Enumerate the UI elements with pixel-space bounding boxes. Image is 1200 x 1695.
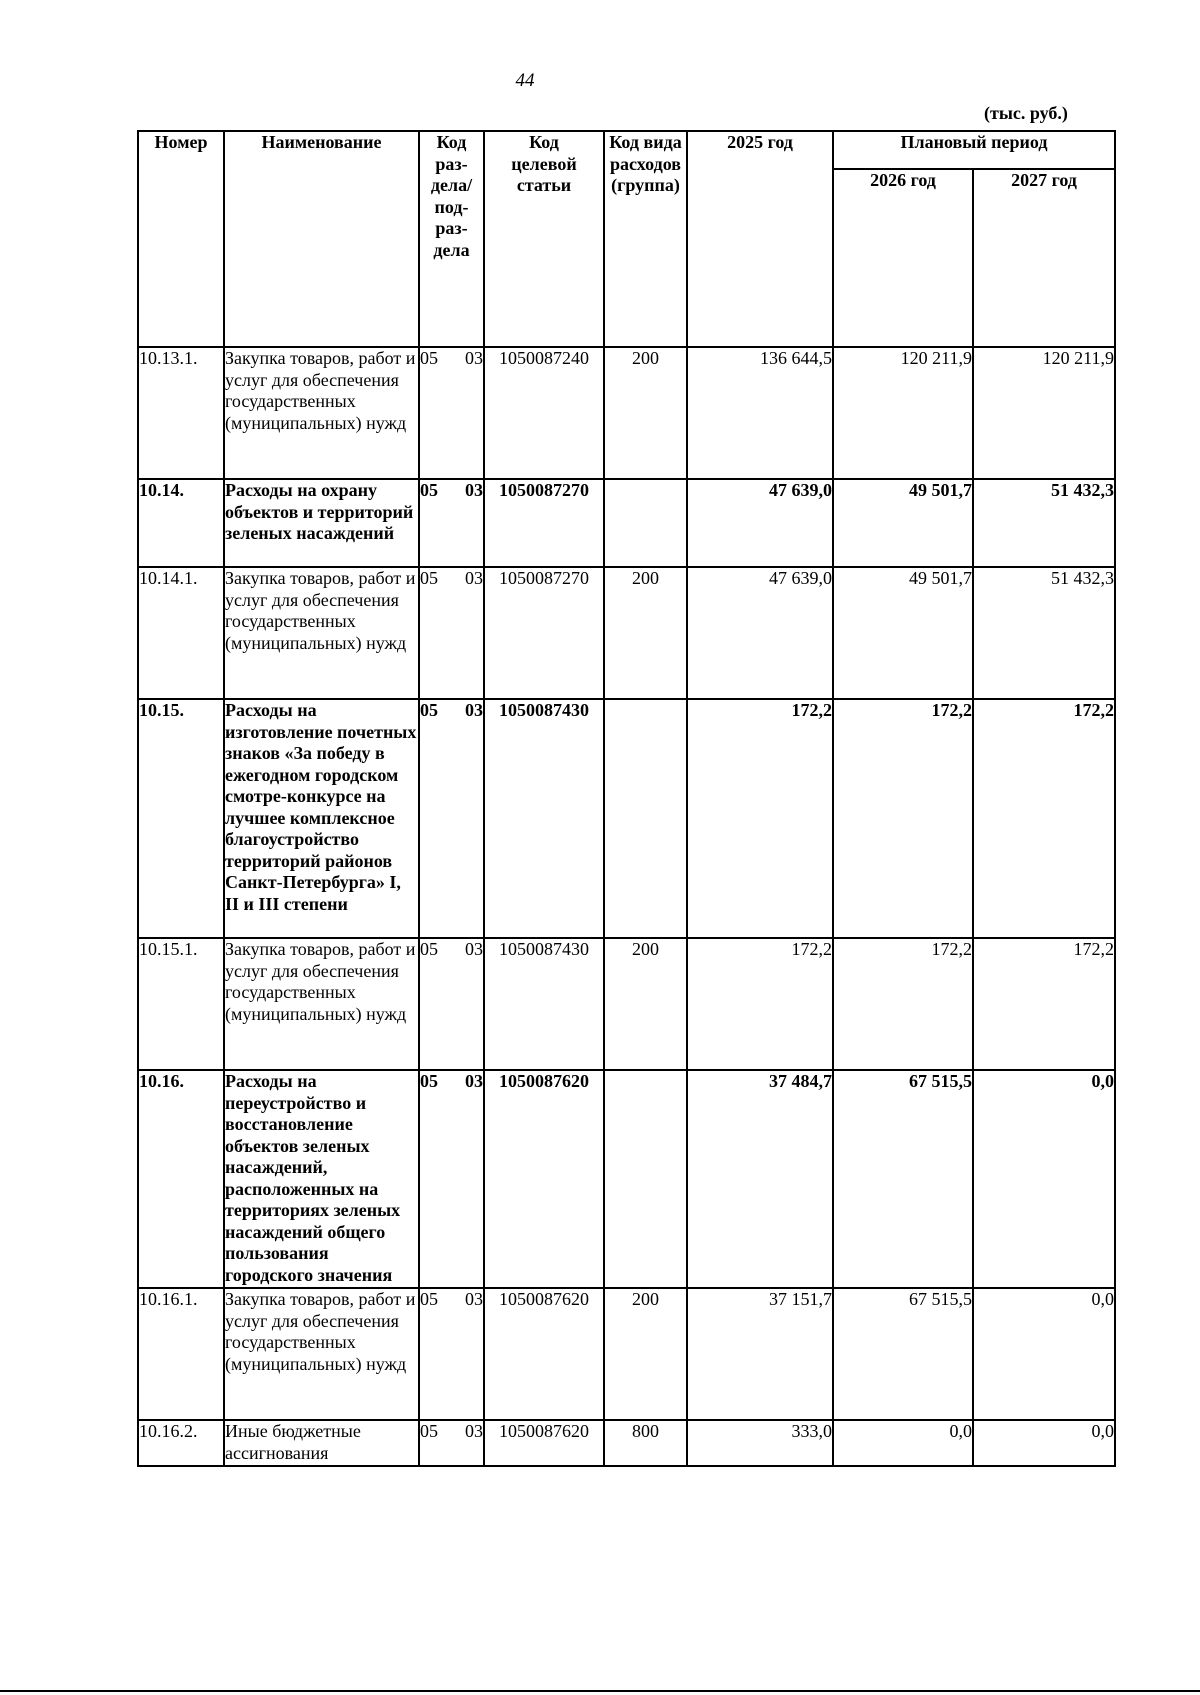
row-amount-2026: 172,2 xyxy=(833,938,973,1070)
row-target-code: 1050087620 xyxy=(484,1070,604,1288)
row-expense-group: 200 xyxy=(604,938,687,1070)
header-target-code-line: целевой xyxy=(511,153,577,174)
row-number: 10.15. xyxy=(138,699,224,938)
row-section: 05 xyxy=(420,700,438,720)
row-expense-group xyxy=(604,1070,687,1288)
row-expense-group: 200 xyxy=(604,1288,687,1420)
row-amount-2027: 172,2 xyxy=(973,938,1115,1070)
page-number: 44 xyxy=(515,70,535,91)
table-row xyxy=(138,1420,1115,1466)
row-amount-2025: 47 639,0 xyxy=(687,479,833,567)
header-year-2026: 2026 год xyxy=(833,169,973,347)
row-target-code: 1050087430 xyxy=(484,699,604,938)
header-expense-type-line: Код вида xyxy=(609,132,682,152)
header-target-code xyxy=(484,131,604,347)
row-amount-2026: 49 501,7 xyxy=(833,479,973,567)
table-row xyxy=(138,699,1115,938)
row-expense-group: 200 xyxy=(604,567,687,699)
row-subsection: 03 xyxy=(465,1289,483,1309)
budget-table xyxy=(137,130,1116,1467)
row-amount-2025: 136 644,5 xyxy=(687,347,833,479)
row-number: 10.16.2. xyxy=(138,1420,224,1466)
row-target-code: 1050087240 xyxy=(484,347,604,479)
row-amount-2027: 0,0 xyxy=(973,1420,1115,1466)
row-name: Иные бюджетные ассигнования xyxy=(224,1420,419,1466)
row-target-code: 1050087270 xyxy=(484,479,604,567)
row-amount-2027: 0,0 xyxy=(973,1288,1115,1420)
row-section: 05 xyxy=(420,1071,438,1091)
row-number: 10.14. xyxy=(138,479,224,567)
header-planning-period: Плановый период xyxy=(833,131,1115,169)
row-section-code xyxy=(419,1288,484,1420)
row-target-code: 1050087430 xyxy=(484,938,604,1070)
row-amount-2025: 172,2 xyxy=(687,938,833,1070)
row-subsection: 03 xyxy=(465,700,483,720)
header-expense-type-line: расходов xyxy=(610,153,681,174)
row-name: Закупка товаров, работ и услуг для обеспечения государственных (муниципальных) нужд xyxy=(224,347,419,479)
table-row xyxy=(138,1288,1115,1420)
row-amount-2026: 49 501,7 xyxy=(833,567,973,699)
row-amount-2027: 172,2 xyxy=(973,699,1115,938)
row-expense-group xyxy=(604,699,687,938)
header-section-code-line: под- xyxy=(434,196,469,217)
header-year-2025: 2025 год xyxy=(687,131,833,347)
row-section-code xyxy=(419,1420,484,1466)
row-amount-2026: 67 515,5 xyxy=(833,1288,973,1420)
row-name: Закупка товаров, работ и услуг для обеспечения государственных (муниципальных) нужд xyxy=(224,938,419,1070)
header-section-code-line: дела xyxy=(433,239,470,260)
row-name: Расходы на охрану объектов и территорий зеленых насаждений xyxy=(224,479,419,567)
row-number: 10.13.1. xyxy=(138,347,224,479)
row-expense-group xyxy=(604,479,687,567)
row-subsection: 03 xyxy=(465,480,483,500)
row-amount-2026: 120 211,9 xyxy=(833,347,973,479)
header-section-code xyxy=(419,131,484,347)
row-subsection: 03 xyxy=(465,568,483,588)
row-section: 05 xyxy=(420,1421,438,1441)
row-section-code xyxy=(419,479,484,567)
row-expense-group: 200 xyxy=(604,347,687,479)
header-expense-type xyxy=(604,131,687,347)
header-section-code-line: раз- xyxy=(435,218,468,238)
header-target-code-line: статьи xyxy=(516,175,572,195)
header-section-code-line: раз- xyxy=(435,153,468,174)
row-subsection: 03 xyxy=(465,348,483,368)
row-number: 10.16. xyxy=(138,1070,224,1288)
row-section: 05 xyxy=(420,348,438,368)
row-number: 10.15.1. xyxy=(138,938,224,1070)
row-amount-2027: 51 432,3 xyxy=(973,567,1115,699)
row-amount-2025: 47 639,0 xyxy=(687,567,833,699)
row-amount-2026: 172,2 xyxy=(833,699,973,938)
row-name: Закупка товаров, работ и услуг для обеспечения государственных (муниципальных) нужд xyxy=(224,1288,419,1420)
row-expense-group: 800 xyxy=(604,1420,687,1466)
row-target-code: 1050087620 xyxy=(484,1420,604,1466)
row-subsection: 03 xyxy=(465,1421,483,1441)
row-section: 05 xyxy=(420,480,438,500)
row-section-code xyxy=(419,699,484,938)
table-row xyxy=(138,567,1115,699)
header-section-code-line: дела/ xyxy=(430,175,473,195)
row-target-code: 1050087620 xyxy=(484,1288,604,1420)
row-amount-2025: 333,0 xyxy=(687,1420,833,1466)
row-subsection: 03 xyxy=(465,939,483,959)
header-target-code-line: Код xyxy=(529,132,559,152)
table-row xyxy=(138,1070,1115,1288)
table-body xyxy=(138,347,1115,1466)
row-section-code xyxy=(419,1070,484,1288)
row-amount-2027: 0,0 xyxy=(973,1070,1115,1288)
header-section-code-line: Код xyxy=(436,132,467,152)
row-section: 05 xyxy=(420,1289,438,1309)
row-amount-2025: 37 151,7 xyxy=(687,1288,833,1420)
units-label: (тыс. руб.) xyxy=(984,103,1068,123)
scan-edge-divider xyxy=(0,1690,1200,1692)
row-number: 10.14.1. xyxy=(138,567,224,699)
row-subsection: 03 xyxy=(465,1071,483,1091)
row-amount-2025: 172,2 xyxy=(687,699,833,938)
table-header xyxy=(138,131,1115,347)
row-name: Закупка товаров, работ и услуг для обеспечения государственных (муниципальных) нужд xyxy=(224,567,419,699)
row-section: 05 xyxy=(420,939,438,959)
header-expense-type-line: (группа) xyxy=(611,175,680,195)
row-section-code xyxy=(419,567,484,699)
header-year-2027: 2027 год xyxy=(973,169,1115,347)
row-amount-2025: 37 484,7 xyxy=(687,1070,833,1288)
header-name: Наименование xyxy=(224,131,419,347)
row-amount-2026: 67 515,5 xyxy=(833,1070,973,1288)
table-row xyxy=(138,479,1115,567)
header-number: Номер xyxy=(138,131,224,347)
row-target-code: 1050087270 xyxy=(484,567,604,699)
row-section: 05 xyxy=(420,568,438,588)
row-section-code xyxy=(419,347,484,479)
row-number: 10.16.1. xyxy=(138,1288,224,1420)
row-amount-2027: 120 211,9 xyxy=(973,347,1115,479)
row-amount-2026: 0,0 xyxy=(833,1420,973,1466)
table-row xyxy=(138,347,1115,479)
row-section-code xyxy=(419,938,484,1070)
row-amount-2027: 51 432,3 xyxy=(973,479,1115,567)
table-row xyxy=(138,938,1115,1070)
row-name: Расходы на переустройство и восстановление объектов зеленых насаждений, расположенных на территориях зеленых насаждений общего пользования городского значения xyxy=(224,1070,419,1288)
row-name: Расходы на изготовление почетных знаков «За победу в ежегодном городском смотре-конкурсе на лучшее комплексное благоустройство территорий районов Санкт-Петербурга» I, II и III степени xyxy=(224,699,419,938)
